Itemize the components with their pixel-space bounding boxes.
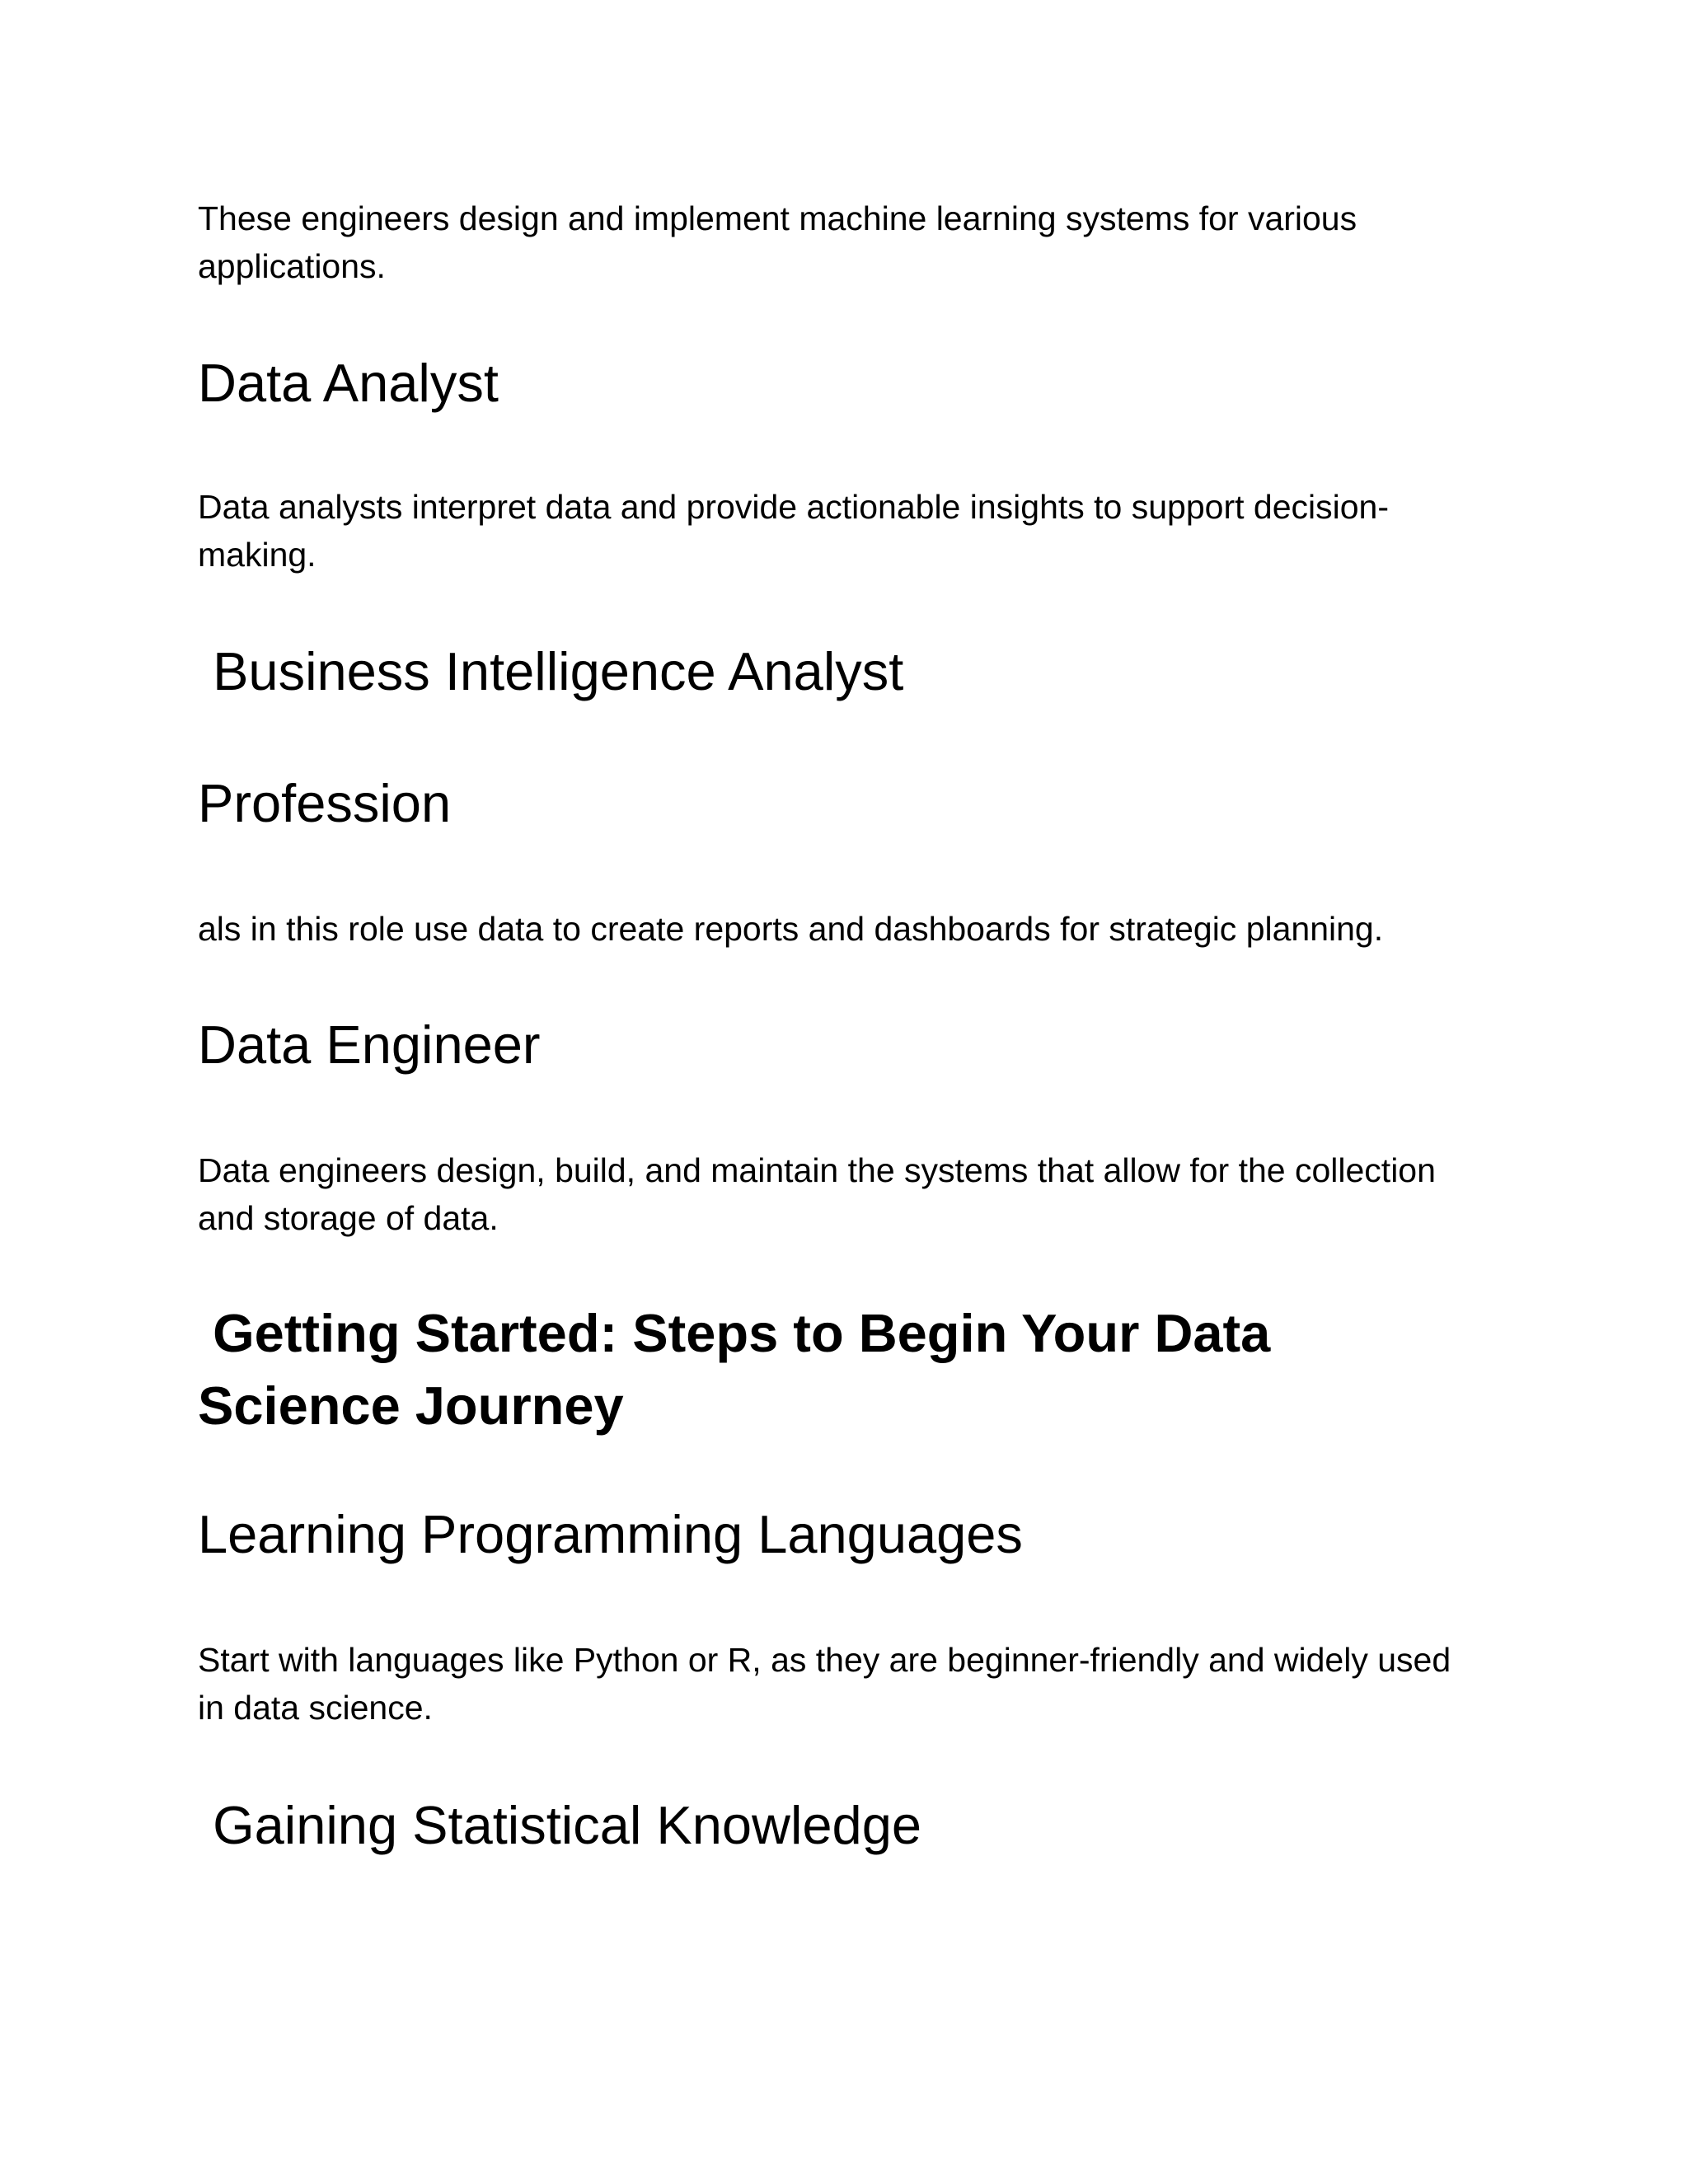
data-analyst-heading: Data Analyst — [198, 353, 499, 413]
programming-languages-paragraph: Start with languages like Python or R, as they are beginner-friendly and widely used in data science. — [198, 1641, 1461, 1727]
data-engineer-heading: Data Engineer — [198, 1015, 541, 1075]
data-engineer-paragraph: Data engineers design, build, and maintain the systems that allow for the collection and storage of data. — [198, 1151, 1446, 1237]
getting-started-title: Getting Started: Steps to Begin Your Data Science Journey — [198, 1303, 1286, 1436]
statistical-knowledge-heading: Gaining Statistical Knowledge — [198, 1795, 922, 1855]
profession-heading: Profession — [198, 773, 452, 833]
programming-languages-heading: Learning Programming Languages — [198, 1504, 1023, 1564]
bi-analyst-heading: Business Intelligence Analyst — [198, 641, 904, 701]
data-analyst-paragraph: Data analysts interpret data and provide actionable insights to support decision-making. — [198, 488, 1389, 574]
bi-analyst-paragraph: als in this role use data to create reports and dashboards for strategic planning. — [198, 910, 1384, 948]
intro-paragraph: These engineers design and implement machine learning systems for various applications. — [198, 199, 1367, 285]
